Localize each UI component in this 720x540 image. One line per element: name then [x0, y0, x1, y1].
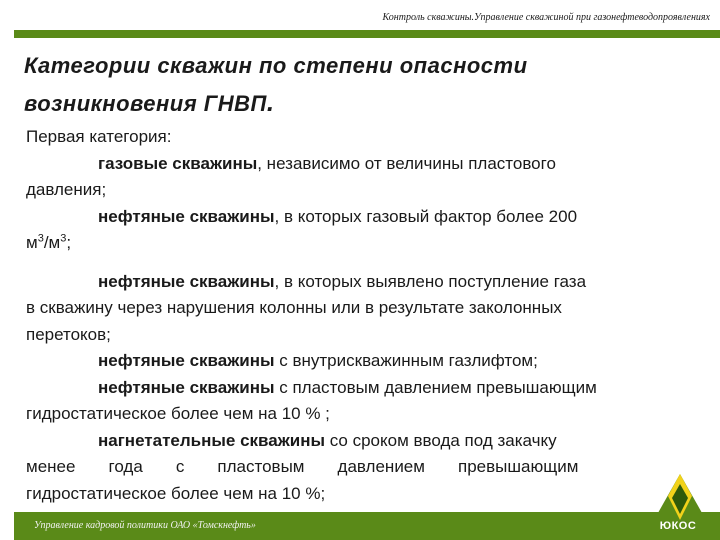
header-rule — [14, 30, 720, 38]
bold-term: нагнетательные скважины — [98, 430, 326, 450]
title-line-1: Категории скважин по степени опасности — [24, 53, 528, 78]
bold-term: нефтяные скважины — [98, 206, 275, 226]
paragraph-oil-wells-pressure: нефтяные скважины с пластовым давлением превышающим гидростатическое более чем на 10 % ; — [26, 377, 597, 423]
paragraph-oil-wells-gaslift: нефтяные скважины с внутрискважинным газлифтом; — [98, 351, 538, 370]
paragraph-oil-wells-gas-factor: нефтяные скважины, в которых газовый фактор более 200 $м^3/м^3$; — [26, 206, 578, 252]
title-line-2: возникновения ГНВП. — [24, 87, 275, 117]
paragraph-gas-wells: газовые скважины, независимо от величины пластового давления; — [26, 153, 556, 199]
bold-term: нефтяные скважины — [98, 271, 275, 291]
content-body — [26, 124, 702, 507]
bold-term: нефтяные скважины — [98, 377, 275, 397]
bold-term: нефтяные скважины — [98, 351, 275, 370]
first-category-heading: Первая категория: — [26, 127, 172, 146]
logo-text: ЮКОС — [659, 520, 697, 532]
paragraph-injection-wells: нагнетательные скважины со сроком ввода под закачку менее года с пластовым давлением превышающим гидростатическое более чем на 10 %; — [26, 430, 579, 503]
page-title — [24, 48, 714, 122]
header-text: Контроль скважины.Управление скважиной при газонефтеводопроявлениях — [382, 12, 710, 23]
bold-term: газовые скважины — [98, 153, 258, 173]
paragraph-oil-wells-gas-inflow: нефтяные скважины, в которых выявлено поступление газа в скважину через нарушения колонны или в результате заколонных перетоков; — [26, 271, 587, 344]
footer-text: Управление кадровой политики ОАО «Томскнефть» — [34, 520, 256, 531]
